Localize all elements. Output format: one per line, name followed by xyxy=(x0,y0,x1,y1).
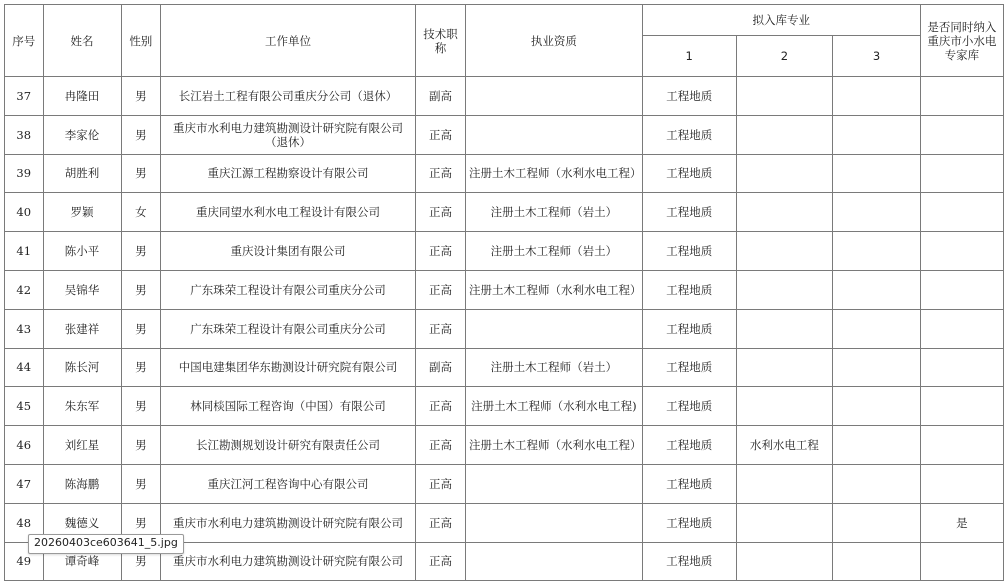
header-seq: 序号 xyxy=(5,5,44,77)
cell-title: 正高 xyxy=(416,309,466,348)
cell-major-3 xyxy=(833,542,920,581)
table-row xyxy=(5,193,1004,232)
cell-also-include xyxy=(920,542,1003,581)
cell-title: 正高 xyxy=(416,115,466,154)
cell-major-2 xyxy=(736,77,833,116)
cell-qualification xyxy=(465,503,642,542)
cell-also-include xyxy=(920,232,1003,271)
cell-gender: 男 xyxy=(121,154,161,193)
header-major-group: 拟入库专业 xyxy=(642,5,920,36)
table-row xyxy=(5,77,1004,116)
cell-unit: 重庆设计集团有限公司 xyxy=(161,232,416,271)
cell-major-2: 水利水电工程 xyxy=(736,426,833,465)
cell-major-1: 工程地质 xyxy=(642,542,736,581)
cell-unit: 长江勘测规划设计研究有限责任公司 xyxy=(161,426,416,465)
cell-gender: 男 xyxy=(121,77,161,116)
cell-major-2 xyxy=(736,348,833,387)
cell-seq: 41 xyxy=(5,232,44,271)
cell-gender: 男 xyxy=(121,232,161,271)
cell-title: 正高 xyxy=(416,503,466,542)
cell-title: 正高 xyxy=(416,154,466,193)
cell-gender: 男 xyxy=(121,464,161,503)
cell-major-1: 工程地质 xyxy=(642,348,736,387)
header-major-2: 2 xyxy=(736,36,833,77)
cell-major-2 xyxy=(736,193,833,232)
cell-major-1: 工程地质 xyxy=(642,193,736,232)
cell-name: 陈小平 xyxy=(43,232,121,271)
cell-unit: 中国电建集团华东勘测设计研究院有限公司 xyxy=(161,348,416,387)
header-gender: 性别 xyxy=(121,5,161,77)
table-row xyxy=(5,270,1004,309)
cell-name: 吴锦华 xyxy=(43,270,121,309)
cell-major-2 xyxy=(736,542,833,581)
cell-seq: 46 xyxy=(5,426,44,465)
cell-gender: 男 xyxy=(121,426,161,465)
cell-gender: 男 xyxy=(121,542,161,581)
cell-also-include xyxy=(920,154,1003,193)
cell-name: 刘红星 xyxy=(43,426,121,465)
cell-name: 魏德义 xyxy=(43,503,121,542)
table-row xyxy=(5,309,1004,348)
cell-also-include xyxy=(920,348,1003,387)
cell-major-3 xyxy=(833,426,920,465)
header-major-1: 1 xyxy=(642,36,736,77)
table-row xyxy=(5,426,1004,465)
cell-gender: 男 xyxy=(121,270,161,309)
table-row xyxy=(5,348,1004,387)
cell-seq: 49 xyxy=(5,542,44,581)
header-qualification: 执业资质 xyxy=(465,5,642,77)
cell-major-3 xyxy=(833,193,920,232)
cell-title: 副高 xyxy=(416,77,466,116)
table-row xyxy=(5,154,1004,193)
cell-major-3 xyxy=(833,232,920,271)
cell-major-2 xyxy=(736,464,833,503)
cell-qualification: 注册土木工程师（岩土） xyxy=(465,193,642,232)
header-title: 技术职称 xyxy=(416,5,466,77)
header-row-1 xyxy=(5,5,1004,36)
cell-qualification: 注册土木工程师（岩土） xyxy=(465,348,642,387)
cell-name: 谭奇峰 xyxy=(43,542,121,581)
cell-major-1: 工程地质 xyxy=(642,115,736,154)
table-row xyxy=(5,115,1004,154)
cell-title: 正高 xyxy=(416,542,466,581)
cell-unit: 重庆江河工程咨询中心有限公司 xyxy=(161,464,416,503)
cell-seq: 44 xyxy=(5,348,44,387)
cell-seq: 38 xyxy=(5,115,44,154)
cell-major-2 xyxy=(736,387,833,426)
cell-unit: 重庆市水利电力建筑勘测设计研究院有限公司（退休） xyxy=(161,115,416,154)
cell-major-3 xyxy=(833,270,920,309)
cell-seq: 39 xyxy=(5,154,44,193)
cell-unit: 林同棪国际工程咨询（中国）有限公司 xyxy=(161,387,416,426)
cell-unit: 重庆江源工程勘察设计有限公司 xyxy=(161,154,416,193)
cell-title: 正高 xyxy=(416,232,466,271)
cell-major-2 xyxy=(736,503,833,542)
cell-unit: 广东珠荣工程设计有限公司重庆分公司 xyxy=(161,309,416,348)
table-row xyxy=(5,232,1004,271)
cell-gender: 男 xyxy=(121,387,161,426)
cell-major-2 xyxy=(736,309,833,348)
cell-major-1: 工程地质 xyxy=(642,503,736,542)
cell-major-2 xyxy=(736,232,833,271)
header-unit: 工作单位 xyxy=(161,5,416,77)
cell-title: 正高 xyxy=(416,270,466,309)
cell-major-3 xyxy=(833,309,920,348)
cell-also-include xyxy=(920,270,1003,309)
cell-major-1: 工程地质 xyxy=(642,77,736,116)
cell-gender: 男 xyxy=(121,503,161,542)
cell-qualification: 注册土木工程师（水利水电工程） xyxy=(465,426,642,465)
cell-title: 正高 xyxy=(416,387,466,426)
cell-major-1: 工程地质 xyxy=(642,426,736,465)
cell-qualification: 注册土木工程师（水利水电工程） xyxy=(465,270,642,309)
cell-name: 陈长河 xyxy=(43,348,121,387)
cell-qualification xyxy=(465,77,642,116)
cell-seq: 48 xyxy=(5,503,44,542)
table-row xyxy=(5,387,1004,426)
cell-qualification: 注册土木工程师（水利水电工程） xyxy=(465,154,642,193)
cell-major-1: 工程地质 xyxy=(642,270,736,309)
cell-seq: 42 xyxy=(5,270,44,309)
cell-also-include xyxy=(920,426,1003,465)
cell-unit: 重庆市水利电力建筑勘测设计研究院有限公司 xyxy=(161,503,416,542)
cell-major-2 xyxy=(736,115,833,154)
cell-major-1: 工程地质 xyxy=(642,154,736,193)
cell-name: 罗颖 xyxy=(43,193,121,232)
cell-also-include xyxy=(920,464,1003,503)
cell-major-3 xyxy=(833,387,920,426)
cell-gender: 男 xyxy=(121,348,161,387)
cell-major-1: 工程地质 xyxy=(642,309,736,348)
cell-gender: 女 xyxy=(121,193,161,232)
cell-unit: 广东珠荣工程设计有限公司重庆分公司 xyxy=(161,270,416,309)
filename-label: 20260403ce603641_5.jpg xyxy=(28,534,184,554)
table-body xyxy=(5,77,1004,581)
cell-major-3 xyxy=(833,154,920,193)
cell-major-2 xyxy=(736,154,833,193)
cell-title: 正高 xyxy=(416,464,466,503)
expert-table xyxy=(4,4,1004,581)
cell-seq: 45 xyxy=(5,387,44,426)
cell-title: 副高 xyxy=(416,348,466,387)
cell-name: 朱东军 xyxy=(43,387,121,426)
cell-unit: 重庆市水利电力建筑勘测设计研究院有限公司 xyxy=(161,542,416,581)
cell-name: 陈海鹏 xyxy=(43,464,121,503)
cell-name: 冉隆田 xyxy=(43,77,121,116)
cell-name: 胡胜利 xyxy=(43,154,121,193)
header-also-include: 是否同时纳入重庆市小水电专家库 xyxy=(920,5,1003,77)
cell-major-3 xyxy=(833,115,920,154)
cell-qualification xyxy=(465,309,642,348)
cell-qualification xyxy=(465,464,642,503)
cell-unit: 长江岩土工程有限公司重庆分公司（退休） xyxy=(161,77,416,116)
cell-qualification: 注册土木工程师（水利水电工程) xyxy=(465,387,642,426)
cell-also-include xyxy=(920,387,1003,426)
cell-gender: 男 xyxy=(121,309,161,348)
cell-seq: 43 xyxy=(5,309,44,348)
cell-major-3 xyxy=(833,348,920,387)
cell-also-include xyxy=(920,115,1003,154)
cell-title: 正高 xyxy=(416,193,466,232)
table-row xyxy=(5,464,1004,503)
cell-also-include xyxy=(920,193,1003,232)
cell-major-3 xyxy=(833,503,920,542)
cell-also-include: 是 xyxy=(920,503,1003,542)
cell-also-include xyxy=(920,77,1003,116)
cell-name: 李家伦 xyxy=(43,115,121,154)
cell-major-1: 工程地质 xyxy=(642,387,736,426)
cell-seq: 37 xyxy=(5,77,44,116)
cell-title: 正高 xyxy=(416,426,466,465)
header-name: 姓名 xyxy=(43,5,121,77)
cell-also-include xyxy=(920,309,1003,348)
cell-qualification: 注册土木工程师（岩土） xyxy=(465,232,642,271)
cell-gender: 男 xyxy=(121,115,161,154)
cell-major-3 xyxy=(833,464,920,503)
header-major-3: 3 xyxy=(833,36,920,77)
cell-qualification xyxy=(465,115,642,154)
cell-seq: 47 xyxy=(5,464,44,503)
cell-seq: 40 xyxy=(5,193,44,232)
cell-name: 张建祥 xyxy=(43,309,121,348)
cell-qualification xyxy=(465,542,642,581)
cell-major-3 xyxy=(833,77,920,116)
cell-unit: 重庆同望水利水电工程设计有限公司 xyxy=(161,193,416,232)
cell-major-1: 工程地质 xyxy=(642,232,736,271)
cell-major-2 xyxy=(736,270,833,309)
cell-major-1: 工程地质 xyxy=(642,464,736,503)
